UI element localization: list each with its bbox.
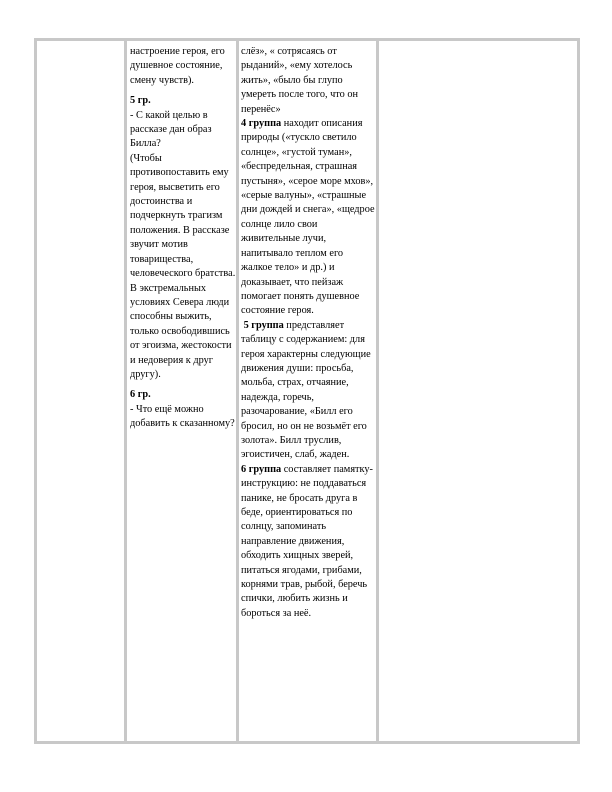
lesson-table [34, 38, 580, 744]
group6-question: - Что ещё можно добавить к сказанному? [130, 403, 235, 430]
group5-answer: (Чтобы противопоставить ему героя, высветить его достоинства и подчеркнуть трагизм положения. В рассказе звучит мотив товарищества, человеческого братства. В экстремальных условиях Севера люди способны выжить, только освободившись от эгоизма, жестокости и недоверия к друг другу). [130, 152, 236, 380]
continued-quotes: слёз», « сотрясаясь от рыданий», «ему хотелось жить», «было бы глупо умереть после того, что он перенёс» [241, 46, 359, 115]
group4-label: 4 группа [241, 118, 282, 130]
group4-paragraph [241, 117, 375, 319]
group4-text: находит описания природы («тускло светило солнце», «густой туман», «беспредельная, страшная пустыня», «серое море мхов», «серые валуны», «страшные дни дождей и снега», «щедрое солнце лило свои живительные лучи, напитывало теплом его жалкое тело» и др.) и доказывает, что пейзаж помогает понять душевное состояние героя. [241, 118, 375, 317]
group6-heading: 6 гр. [130, 389, 151, 401]
intro-text: настроение героя, его душевное состояние, смену чувств). [130, 46, 225, 86]
group5-question: - С какой целью в рассказе дан образ Билла? [130, 109, 212, 150]
group6-paragraph [241, 463, 375, 621]
column-divider [124, 41, 127, 741]
group6-section [130, 388, 236, 431]
group5-heading: 5 гр. [130, 95, 151, 107]
group6-text: составляет памятку-инструкцию: не поддаваться панике, не бросать друга в беде, ориентироваться по солнцу, запоминать направление движения, обходить хищных зверей, питаться ягодами, грибами, корнями трав, рыбой, беречь спички, любить жизнь и бороться за неё. [241, 463, 373, 619]
column-divider [376, 41, 379, 741]
group6-label: 6 группа [241, 463, 282, 475]
group5-paragraph [241, 319, 375, 463]
teacher-column-cell [130, 45, 236, 432]
group5-section [130, 94, 236, 152]
students-column-cell [241, 45, 375, 621]
group5-text: представляет таблицу с содержанием: для героя характерны следующие движения души: просьба, мольба, страх, отчаяние, надежда, горечь, разочарование, «Билл его бросил, но он не возьмёт его золота». Билл труслив, эгоистичен, слаб, жаден. [241, 319, 371, 461]
group5-label: 5 группа [243, 319, 284, 331]
column-divider [236, 41, 239, 741]
